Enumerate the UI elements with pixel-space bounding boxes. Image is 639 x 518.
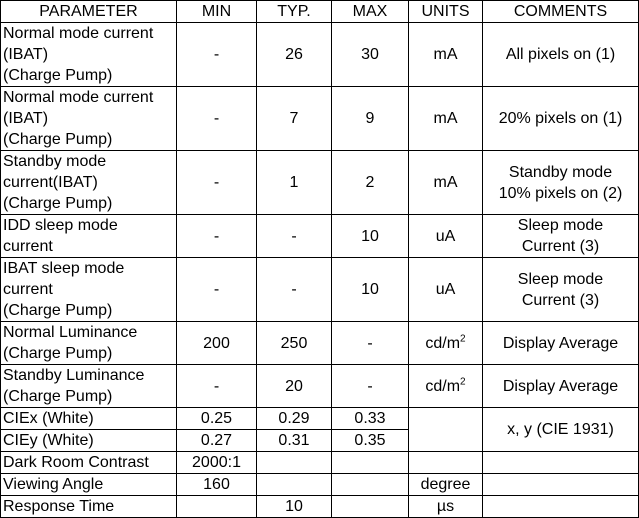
parameter-cell: Response Time (1, 496, 177, 518)
min-cell: - (177, 23, 257, 87)
table-row (1, 408, 639, 430)
header-row (1, 1, 639, 23)
units-cell: degree (409, 474, 483, 496)
parameter-cell (1, 215, 177, 258)
min-cell: - (177, 258, 257, 322)
typ-cell: 20 (257, 365, 332, 408)
parameter-line: Normal mode current (3, 25, 154, 42)
max-cell (332, 474, 409, 496)
table-row (1, 496, 639, 518)
parameter-cell (1, 365, 177, 408)
comments-cell (483, 23, 639, 87)
min-cell: 0.25 (177, 408, 257, 430)
comment-line: Display Average (502, 377, 619, 395)
units-superscript: 2 (460, 333, 466, 345)
min-cell: - (177, 215, 257, 258)
max-cell: - (332, 365, 409, 408)
typ-cell: - (257, 258, 332, 322)
parameter-cell (1, 151, 177, 215)
typ-cell: 250 (257, 322, 332, 365)
table-row (1, 452, 639, 474)
min-cell: 0.27 (177, 430, 257, 452)
parameter-cell (1, 258, 177, 322)
table-row (1, 151, 639, 215)
comment-line: All pixels on (1) (505, 46, 616, 63)
parameter-line: (Charge Pump) (3, 131, 113, 148)
units-cell: mA (409, 151, 483, 215)
typ-cell: 1 (257, 151, 332, 215)
parameter-line: Standby Luminance (3, 367, 145, 384)
comment-line: Standby mode (508, 163, 613, 181)
comments-cell (483, 258, 639, 322)
table-row (1, 215, 639, 258)
header-units: UNITS (409, 1, 483, 23)
max-cell (332, 496, 409, 518)
min-cell (177, 496, 257, 518)
comments-cell (483, 215, 639, 258)
parameter-cell (1, 87, 177, 151)
table-row (1, 322, 639, 365)
max-cell: - (332, 322, 409, 365)
table-row (1, 23, 639, 87)
typ-cell: 10 (257, 496, 332, 518)
header-min: MIN (177, 1, 257, 23)
typ-cell: 26 (257, 23, 332, 87)
parameter-cell (1, 322, 177, 365)
comments-cell (483, 365, 639, 408)
max-cell: 0.35 (332, 430, 409, 452)
table-row (1, 87, 639, 151)
parameter-line: IBAT sleep mode (3, 260, 125, 277)
min-cell: 2000:1 (177, 452, 257, 474)
min-cell: 200 (177, 322, 257, 365)
comment-line: Current (3) (521, 238, 600, 255)
min-cell: - (177, 151, 257, 215)
typ-cell: 7 (257, 87, 332, 151)
parameter-cell: CIEx (White) (1, 408, 177, 430)
comments-cell (483, 151, 639, 215)
parameter-line: (Charge Pump) (3, 345, 113, 362)
parameter-line: Normal Luminance (3, 324, 138, 341)
units-cell: mA (409, 87, 483, 151)
comment-line: 10% pixels on (2) (498, 184, 623, 202)
typ-cell (257, 452, 332, 474)
units-cell (409, 365, 483, 408)
header-max: MAX (332, 1, 409, 23)
header-parameter: PARAMETER (1, 1, 177, 23)
max-cell: 0.33 (332, 408, 409, 430)
units-cell: mA (409, 23, 483, 87)
typ-cell (257, 474, 332, 496)
units-cell (409, 452, 483, 474)
parameter-line: (IBAT) (3, 46, 49, 63)
typ-cell: - (257, 215, 332, 258)
comments-cell (483, 496, 639, 518)
min-cell: - (177, 87, 257, 151)
typ-cell: 0.31 (257, 430, 332, 452)
units-base: cd/m (425, 334, 461, 352)
table-row (1, 365, 639, 408)
parameter-line: Standby mode (3, 153, 107, 170)
comments-cell (483, 452, 639, 474)
parameter-cell: CIEy (White) (1, 430, 177, 452)
parameter-line: (Charge Pump) (3, 195, 113, 212)
min-cell: - (177, 365, 257, 408)
parameter-line: current (3, 281, 53, 298)
comment-line: Sleep mode (517, 270, 604, 288)
parameter-line: IDD sleep mode (3, 217, 118, 234)
parameter-cell: Dark Room Contrast (1, 452, 177, 474)
min-cell: 160 (177, 474, 257, 496)
max-cell: 10 (332, 215, 409, 258)
max-cell: 30 (332, 23, 409, 87)
parameter-line: (IBAT) (3, 110, 49, 127)
parameter-line: Normal mode current (3, 89, 154, 106)
parameter-line: (Charge Pump) (3, 67, 113, 84)
parameter-cell (1, 23, 177, 87)
comments-cell: x, y (CIE 1931) (483, 408, 639, 452)
units-cell: uA (409, 258, 483, 322)
comments-cell (483, 322, 639, 365)
comment-line: 20% pixels on (1) (498, 110, 623, 127)
header-comments: COMMENTS (483, 1, 639, 23)
parameter-cell: Viewing Angle (1, 474, 177, 496)
comment-line: Sleep mode (517, 217, 604, 234)
comments-cell (483, 474, 639, 496)
units-base: cd/m (425, 377, 461, 395)
parameter-line: current (3, 238, 53, 255)
units-cell: uA (409, 215, 483, 258)
table-row (1, 474, 639, 496)
table-row (1, 258, 639, 322)
comment-line: Display Average (502, 334, 619, 352)
comments-cell (483, 87, 639, 151)
max-cell: 2 (332, 151, 409, 215)
max-cell: 10 (332, 258, 409, 322)
units-superscript: 2 (460, 376, 466, 388)
comment-line: Current (3) (521, 291, 600, 309)
units-cell (409, 322, 483, 365)
max-cell: 9 (332, 87, 409, 151)
parameter-line: (Charge Pump) (3, 388, 113, 405)
parameter-line: (Charge Pump) (3, 302, 113, 319)
max-cell (332, 452, 409, 474)
typ-cell: 0.29 (257, 408, 332, 430)
units-cell: µs (409, 496, 483, 518)
units-cell (409, 408, 483, 452)
header-typ: TYP. (257, 1, 332, 23)
parameter-line: current(IBAT) (3, 174, 98, 191)
